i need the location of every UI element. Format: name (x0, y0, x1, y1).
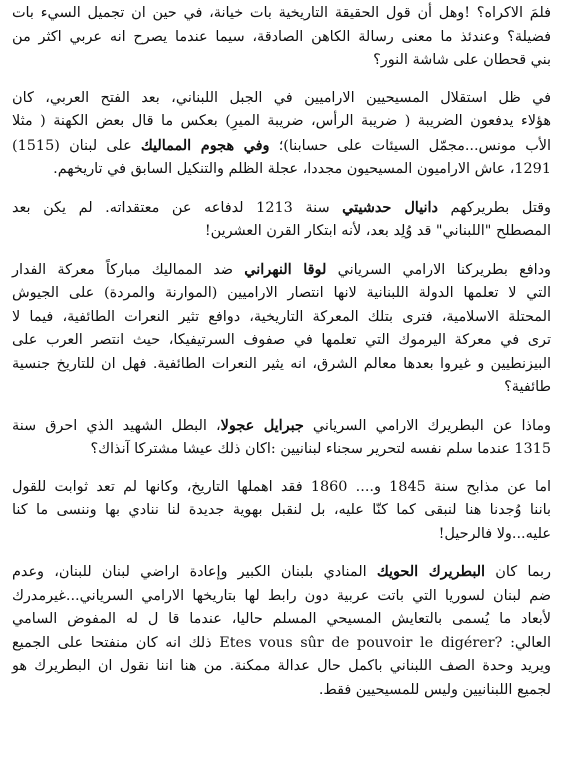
highlight-mamluk-attack: وفي هجوم المماليك (140, 136, 270, 154)
text-run: ودافع بطريركنا الارامي السرياني (326, 261, 551, 278)
text-run: ذلك انه كان منفتحا على الجميع (12, 634, 220, 651)
text-run: على لبنان (1515) (12, 137, 141, 154)
french-quote: Etes vous sûr de pouvoir le digérer? (219, 634, 503, 651)
text-line: فلمَ الاكراه؟ !وهل أن قول الحقيقة التاريخية بات خيانة، في حين ان تجميل السيء بات (12, 5, 551, 21)
text-line: عليه...ولا فالرحيل! (438, 525, 551, 542)
paragraph-coercion (12, 2, 551, 73)
paragraph-massacres (12, 476, 551, 547)
paragraph-mamluk-attack (12, 87, 551, 182)
text-line (12, 560, 551, 585)
text-line (12, 258, 551, 283)
text-line: باننا وُجدنا هنا لنبقى كما كنّا عليه، بل لنقبل بهوية جديدة لنا ننادي بها وننسى ما كنا (12, 502, 551, 518)
text-run: ، البطل الشهيد الذي احرق سنة (12, 417, 221, 434)
text-line (12, 196, 551, 221)
text-line: المصطلح "اللبناني" قد وُلِد بعد، لأنه ابتكار القرن العشرين! (204, 223, 551, 239)
text-line: اما عن مذابح سنة 1845 و.... 1860 فقد اهملها التاريخ، وكانها لم تعد ثوابت للقول (12, 478, 552, 495)
text-line: 1315 عندما سلم نفسه لتحرير سجناء لبنانيين :اكان ذلك عيشا مشتركا آنذاك؟ (90, 441, 551, 457)
text-line: في ظل استقلال المسيحيين الاراميين في الجبل اللبناني، بعد الفتح العربي، كان (12, 89, 551, 106)
text-line: لأبعاد ما يُسمى بالتعايش المسيحي المسلم حاليا، عندما قا ل له المفوض السامي (12, 611, 551, 627)
text-line: التي لا تعلمها الدولة اللبنانية لانها انتصار الاراميين (الموارنة والمردة) على الجيوش (12, 285, 551, 301)
text-line: فضيلة؟ وعندئذ ما معنى رسالة الكاهن الصادقة، سيما عندما يصرح انه عربي اكثر من (12, 28, 551, 45)
name-luka-nahrani: لوقا النهراني (244, 260, 327, 278)
text-run: العالي: (502, 634, 552, 651)
text-line (12, 414, 551, 439)
text-line (12, 134, 551, 159)
text-run: ربما كان (485, 564, 552, 580)
paragraph-luka-nahrani (12, 258, 551, 400)
text-run: وماذا عن البطريرك الارامي السرياني (303, 417, 552, 434)
text-run: وقتل بطريركهم (437, 199, 551, 216)
text-line (12, 632, 551, 656)
text-line: لجميع اللبنانيين وليس للمسيحيين فقط. (318, 681, 551, 698)
text-run: الأب مونس...مجمّل السيئات على حسابنا)؛ (269, 137, 552, 154)
paragraph-jibrail-ajoula (12, 414, 551, 462)
text-line: ويريد وحدة الصف اللبناني باكمل حال عدالة ممكنة. من هنا اننا نقول ان البطريرك هو (12, 658, 551, 674)
paragraph-daniel-hadshiti (12, 196, 551, 244)
paragraph-patriarch-howayek (12, 560, 551, 702)
text-run: سنة 1213 لدفاعه عن معتقداته. لم يكن بعد (12, 199, 343, 216)
text-run: ضد المماليك مباركاً معركة الفدار (12, 261, 245, 278)
text-line: المحتلة الاسلامية، فترى بتلك المعركة التاريخية، دوافع تثير النعرات الطائفية، فيما لا (12, 308, 551, 325)
name-daniel-hadshiti: دانيال حدشيتي (342, 198, 438, 216)
text-line: البيزنطيين و غيروا بعدها معالم الشرق، انه يثير النعرات الطائفية. فهل ان للتاريخ جنسية (12, 355, 551, 372)
text-line: طائفية؟ (504, 379, 551, 395)
text-line: ضم لبنان لسوريا التي باتت عربية دون رابط لها بتاريخها الارامي السرياني...غيرمدرك (12, 587, 551, 604)
text-line: بني قحطان على شاشة النور؟ (373, 52, 551, 68)
name-jibrail-ajoula: جبرايل عجولا (220, 416, 304, 434)
name-patriarch-howayek: البطريرك الحويك (376, 563, 486, 580)
text-line: ترى في معركة اليرموك التي تعلمها في صفوف السرتيفيكا، حيث انتصر العرب على (12, 332, 551, 348)
text-line: 1291، عاش الاراميون المسيحيون مجددا، عجلة الظلم والتنكيل السابق في تاريخهم. (53, 161, 551, 177)
text-run: المنادي بلبنان الكبير وإعادة اراضي لبنان للبنان، وعدم (12, 564, 377, 580)
text-line: هؤلاء يدفعون الضريبة ( ضريبة الرأس، ضريبة الميرِ) بعكس ما قال بعض الكهنة ( مثلا (12, 113, 551, 129)
